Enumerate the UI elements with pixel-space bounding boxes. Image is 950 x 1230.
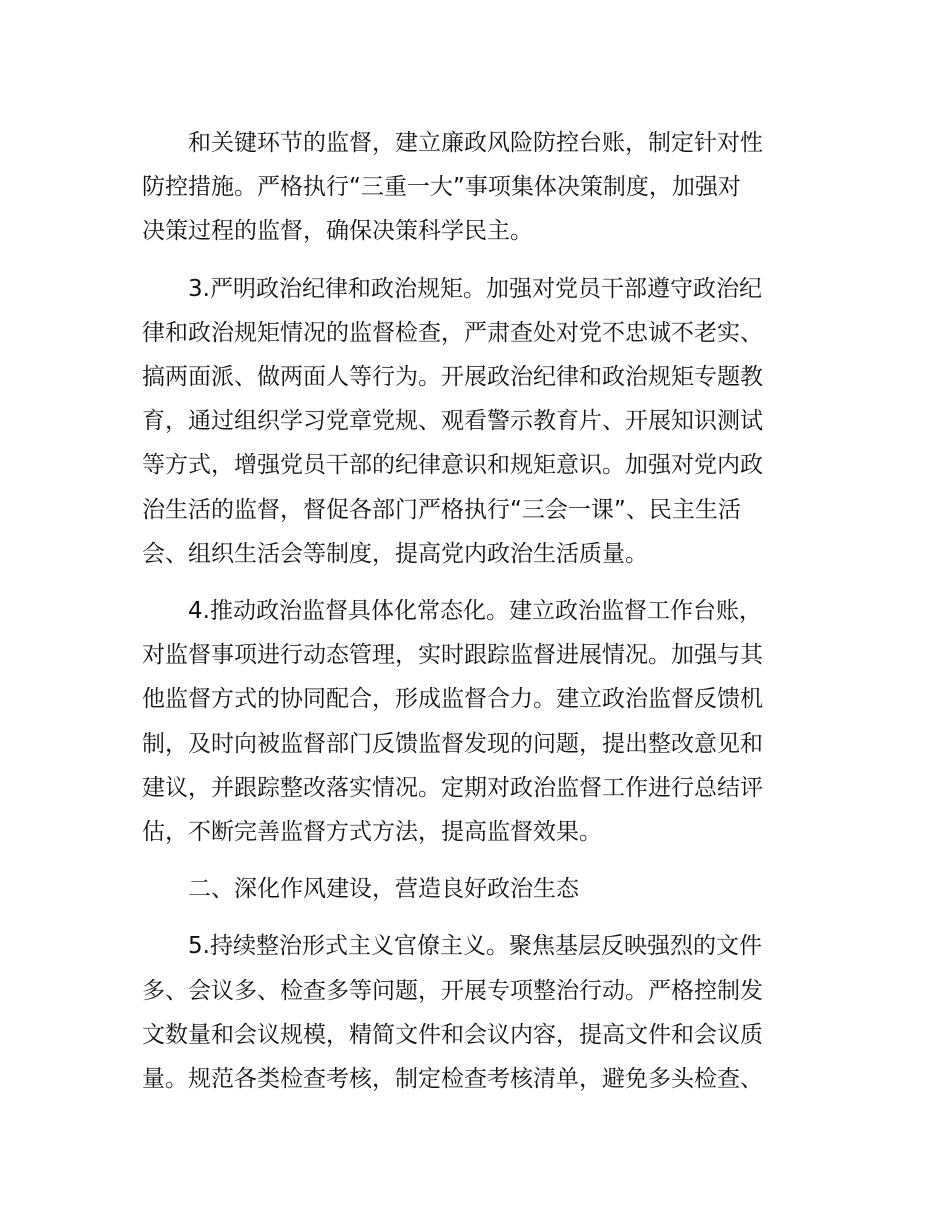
- text-line: 防控措施。严格执行“三重一大”事项集体决策制度，加强对: [142, 174, 741, 201]
- paragraph-continuation: [142, 121, 812, 254]
- text-line: 和关键环节的监督，建立廉政风险防控台账，制定针对性: [188, 130, 763, 156]
- text-line: 5.持续整治形式主义官僚主义。聚焦基层反映强烈的文件: [188, 933, 762, 960]
- paragraph-item-4: [142, 589, 812, 854]
- text-line: 对监督事项进行动态管理，实时跟踪监督进展情况。加强与其: [142, 642, 763, 669]
- text-line: 量。规范各类检查考核，制定检查考核清单，避免多头检查、: [142, 1066, 763, 1093]
- text-line: 律和政治规矩情况的监督检查，严肃查处对党不忠诚不老实、: [142, 319, 763, 346]
- document-body: [142, 121, 812, 1114]
- text-line: 文数量和会议规模，精简文件和会议内容，提高文件和会议质: [142, 1021, 763, 1048]
- text-line: 等方式，增强党员干部的纪律意识和规矩意识。加强对党内政: [142, 452, 763, 479]
- text-line: 多、会议多、检查多等问题，开展专项整治行动。严格控制发: [142, 977, 763, 1004]
- text-line: 会、组织生活会等制度，提高党内政治生活质量。: [142, 540, 648, 567]
- text-line: 他监督方式的协同配合，形成监督合力。建立政治监督反馈机: [142, 686, 763, 713]
- text-line: 搞两面派、做两面人等行为。开展政治纪律和政治规矩专题教: [142, 364, 763, 391]
- section-heading-2: [142, 867, 812, 911]
- heading-text: 二、深化作风建设，营造良好政治生态: [188, 876, 579, 903]
- text-line: 4.推动政治监督具体化常态化。建立政治监督工作台账，: [188, 598, 762, 625]
- text-line: 制，及时向被监督部门反馈监督发现的问题，提出整改意见和: [142, 730, 763, 757]
- paragraph-item-5: [142, 924, 812, 1101]
- paragraph-item-3: [142, 267, 812, 576]
- text-line: 3.严明政治纪律和政治规矩。加强对党员干部遵守政治纪: [188, 275, 762, 302]
- text-line: 决策过程的监督，确保决策科学民主。: [142, 218, 533, 245]
- text-line: 估，不断完善监督方式方法，提高监督效果。: [142, 819, 602, 846]
- text-line: 育，通过组织学习党章党规、观看警示教育片、开展知识测试: [142, 408, 763, 435]
- text-line: 建议，并跟踪整改落实情况。定期对政治监督工作进行总结评: [142, 774, 763, 801]
- text-line: 治生活的监督，督促各部门严格执行“三会一课”、民主生活: [142, 496, 741, 523]
